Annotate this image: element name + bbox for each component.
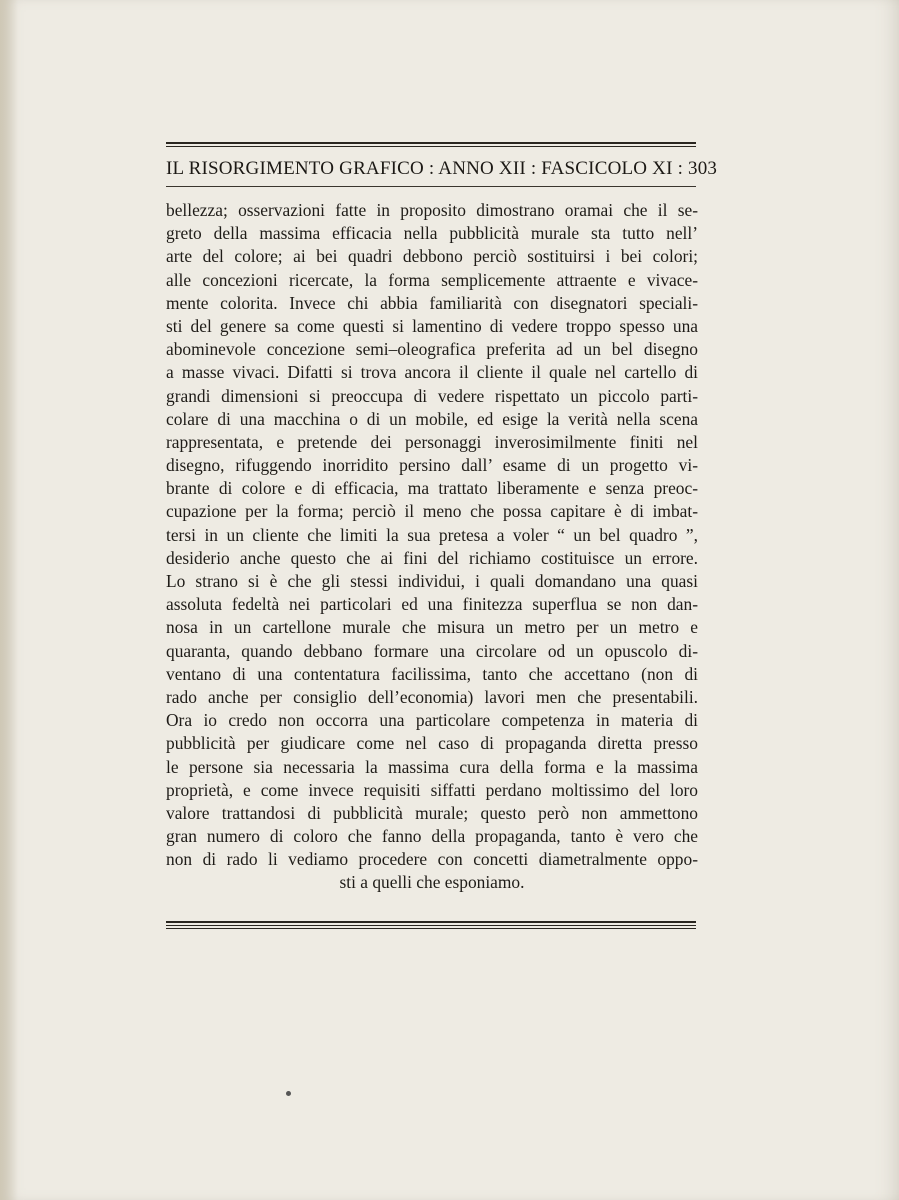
text-line: le persone sia necessaria la massima cura della forma e la massima <box>166 756 698 777</box>
running-head: IL RISORGIMENTO GRAFICO : ANNO XII : FASCICOLO XI : 303 <box>166 158 718 179</box>
text-line: Lo strano si è che gli stessi individui, i quali domandano una quasi <box>166 571 698 591</box>
binding-edge-shadow <box>0 0 18 1200</box>
text-line: mente colorita. Invece chi abbia familiarità con disegnatori speciali- <box>166 292 698 313</box>
text-line: non di rado li vediamo procedere con concetti diametralmente oppo- <box>166 849 698 870</box>
text-line: disegno, rifuggendo inorridito persino dall’ esame di un progetto vi- <box>166 455 698 476</box>
rule-line <box>166 928 696 929</box>
rule-line <box>166 921 696 923</box>
top-double-rule <box>166 142 696 149</box>
rule-line <box>166 146 696 147</box>
text-line: valore trattandosi di pubblicità murale; questo però non ammettono <box>166 802 698 823</box>
text-line: sti a quelli che esponiamo. <box>339 872 525 893</box>
body-text <box>166 199 698 895</box>
ink-speck <box>286 1091 291 1096</box>
text-line: assoluta fedeltà nei particolari ed una finitezza superflua se non dan- <box>166 594 698 615</box>
text-line: brante di colore e di efficacia, ma trattato liberamente e senza preoc- <box>166 478 698 499</box>
text-line: abominevole concezione semi–oleografica preferita ad un bel disegno <box>166 339 698 360</box>
text-line: tersi in un cliente che limiti la sua pretesa a voler “ un bel quadro ”, <box>166 524 698 545</box>
text-line: greto della massima efficacia nella pubblicità murale sta tutto nell’ <box>166 223 698 244</box>
text-line: rappresentata, e pretende dei personaggi inverosimilmente finiti nel <box>166 431 698 452</box>
text-line: proprietà, e come invece requisiti siffatti perdano moltissimo del loro <box>166 779 698 800</box>
text-line: alle concezioni ricercate, la forma semplicemente attraente e vivace- <box>166 269 698 290</box>
rule-line <box>166 142 696 144</box>
text-line: bellezza; osservazioni fatte in proposito dimostrano oramai che il se- <box>166 200 698 220</box>
text-line: desiderio anche questo che ai fini del richiamo costituisce un errore. <box>166 547 698 568</box>
text-line: grandi dimensioni si preoccupa di vedere rispettato un piccolo parti- <box>166 385 698 406</box>
running-head-rule <box>166 186 696 187</box>
text-line: arte del colore; ai bei quadri debbono perciò sostituirsi i bei colori; <box>166 246 698 267</box>
text-line: quaranta, quando debbano formare una circolare od un opuscolo di- <box>166 640 698 661</box>
text-line: sti del genere sa come questi si lamentino di vedere troppo spesso una <box>166 315 698 336</box>
text-line: a masse vivaci. Difatti si trova ancora il cliente il quale nel cartello di <box>166 362 698 383</box>
text-line: nosa in un cartellone murale che misura un metro per un metro e <box>166 617 698 638</box>
text-line: Ora io credo non occorra una particolare competenza in materia di <box>166 710 698 731</box>
text-line: pubblicità per giudicare come nel caso di propaganda diretta presso <box>166 733 698 754</box>
text-line: gran numero di coloro che fanno della propaganda, tanto è vero che <box>166 826 698 847</box>
text-line: rado anche per consiglio dell’economia) lavori men che presentabili. <box>166 686 698 707</box>
text-line: ventano di una contentatura facilissima, tanto che accettano (non di <box>166 663 698 684</box>
text-line: colare di una macchina o di un mobile, ed esige la verità nella scena <box>166 408 698 429</box>
text-line: cupazione per la forma; perciò il meno che possa capitare è di imbat- <box>166 501 698 522</box>
rule-line <box>166 925 696 926</box>
bottom-double-rule <box>166 921 696 931</box>
